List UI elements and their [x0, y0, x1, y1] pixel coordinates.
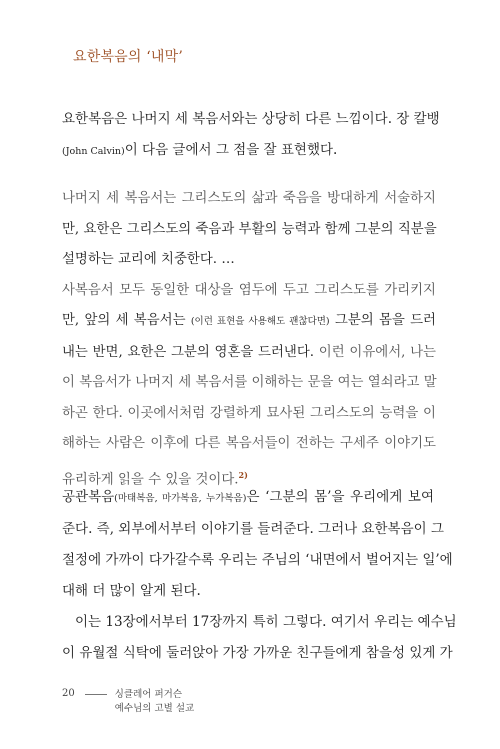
- quote-line-5-b: 그분의 몸을 드러: [329, 313, 436, 328]
- running-title-line-1: 싱클레어 퍼거슨: [114, 689, 182, 700]
- quote-line-5: [62, 306, 436, 338]
- calvin-quote: [62, 184, 436, 495]
- intro-paragraph: [62, 104, 440, 167]
- page-footer: [62, 688, 194, 716]
- quote-line-6-rest: 이런 이유에서, 나는: [314, 344, 436, 360]
- body-line-3: 절정에 가까이 다가갈수록 우리는 주님의 ‘내면에서 벌어지는 일’에: [62, 552, 453, 568]
- body-line-1-paren: (마태복음, 마가복음, 누가복음): [114, 493, 247, 504]
- intro-line-2-text: 이 다음 글에서 그 점을 잘 표현했다.: [124, 142, 338, 158]
- quote-line-10-text: 유리하게 읽을 수 있을 것이다.: [62, 471, 239, 487]
- running-title-line-2: 예수님의 고별 설교: [114, 703, 195, 714]
- quote-line-3: 설명하는 교리에 치중한다. …: [62, 252, 235, 267]
- body-line-6: 이 유월절 식탁에 둘러앉아 가장 가까운 친구들에게 참을성 있게 가: [62, 645, 453, 661]
- quote-line-8: 하곤 한다. 이곳에서처럼 강렬하게 묘사된 그리스도의 능력을 이: [62, 405, 436, 421]
- body-line-1-a: 공관복음: [62, 489, 115, 505]
- quote-line-5-a: 만, 앞의 세 복음서는: [62, 313, 191, 328]
- quote-line-6-dark: 내는 반면, 요한은 그분의 영혼을 드러낸다.: [62, 344, 315, 360]
- body-paragraph: [62, 482, 457, 669]
- quote-line-1: 나머지 세 복음서는 그리스도의 삶과 죽음을 방대하게 서술하지: [62, 191, 436, 206]
- running-title: [115, 688, 194, 716]
- quote-line-4: 사복음서 모두 동일한 대상을 염두에 두고 그리스도를 가리키지: [62, 282, 436, 298]
- intro-line-1: 요한복음은 나머지 세 복음서와는 상당히 다른 느낌이다. 장 칼뱅: [62, 111, 440, 127]
- intro-line-2: [62, 135, 434, 167]
- page-number: 20: [62, 688, 75, 699]
- quote-line-5-paren: (이런 표현을 사용해도 괜찮다면): [190, 316, 330, 327]
- intro-name-paren: (John Calvin): [62, 146, 125, 157]
- section-heading: 요한복음의 ‘내막’: [73, 49, 184, 65]
- quote-line-6: [62, 338, 436, 369]
- quote-line-9: 해하는 사람은 이후에 다른 복음서들이 전하는 구세주 이야기도: [62, 436, 436, 451]
- footer-rule: [85, 694, 107, 695]
- footnote-marker: 2): [238, 469, 248, 480]
- quote-line-7: 이 복음서가 나머지 세 복음서를 이해하는 문을 여는 열쇠라고 말: [62, 375, 437, 390]
- body-line-2: 준다. 즉, 외부에서부터 이야기를 들려준다. 그러나 요한복음이 그: [62, 521, 444, 537]
- body-line-5: 이는 13장에서부터 17장까지 특히 그렇다. 여기서 우리는 예수님: [75, 614, 457, 630]
- quote-line-2: 만, 요한은 그리스도의 죽음과 부활의 능력과 함께 그분의 직분을: [62, 221, 437, 237]
- body-line-4: 대해 더 많이 알게 된다.: [62, 583, 201, 599]
- body-line-1: [62, 482, 434, 514]
- body-line-1-b: 은 ‘그분의 몸’을 우리에게 보여: [246, 489, 434, 505]
